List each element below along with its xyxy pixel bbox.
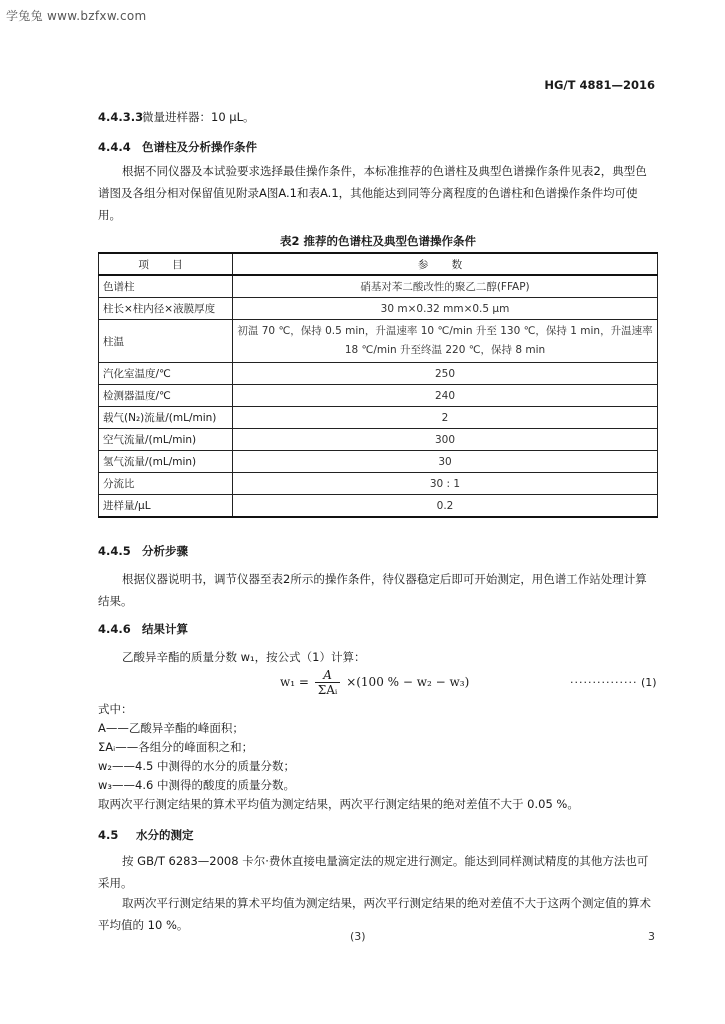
- row-value: 初温 70 ℃，保持 0.5 min，升温速率 10 ℃/min 升至 130 ℃，保持 1 min，升温速率 18 ℃/min 升至终温 220 ℃，保持 8 min: [233, 320, 658, 363]
- row-item: 柱长×柱内径×液膜厚度: [99, 298, 233, 320]
- row-item: 汽化室温度/℃: [99, 363, 233, 385]
- formula-numerator: A: [315, 668, 341, 683]
- watermark: 学兔兔 www.bzfxw.com: [6, 9, 147, 23]
- header-value: 参 数: [233, 253, 658, 275]
- table-row: [99, 451, 658, 473]
- section-number: 4.4.4: [98, 140, 131, 154]
- row-item: 进样量/μL: [99, 495, 233, 518]
- formula-fraction: [315, 668, 341, 697]
- standard-code: HG/T 4881—2016: [544, 78, 655, 92]
- table-row: [99, 429, 658, 451]
- table-caption: 表2 推荐的色谱柱及典型色谱操作条件: [279, 234, 476, 248]
- section-4-5-para-1: 按 GB/T 6283—2008 卡尔·费休直接电量滴定法的规定进行测定。能达到同样测试精度的其他方法也可采用。: [98, 854, 649, 890]
- where-label: 式中：: [98, 702, 133, 716]
- formula-1: [280, 668, 469, 697]
- row-value: 30 m×0.32 mm×0.5 μm: [233, 298, 658, 320]
- table-row: [99, 298, 658, 320]
- definition-item: w₂——4.5 中测得的水分的质量分数；: [98, 759, 295, 773]
- row-item: 载气(N₂)流量/(mL/min): [99, 407, 233, 429]
- section-4-4-4-body: 根据不同仪器及本试验要求选择最佳操作条件，本标准推荐的色谱柱及典型色谱操作条件见表2，典型色谱图及各组分相对保留值见附录A图A.1和表A.1，其他能达到同等分离程度的色谱柱和色谱操作条件均可使用。: [98, 164, 647, 222]
- section-4-4-4-heading: [98, 136, 658, 158]
- formula-denominator: ΣAᵢ: [317, 683, 338, 697]
- definition-item: w₃——4.6 中测得的酸度的质量分数。: [98, 778, 295, 792]
- row-value: 2: [233, 407, 658, 429]
- row-item: 氢气流量/(mL/min): [99, 451, 233, 473]
- row-value: 250: [233, 363, 658, 385]
- row-value: 300: [233, 429, 658, 451]
- definition-item: A——乙酸异辛酯的峰面积；: [98, 721, 244, 735]
- section-4-5-heading: [98, 824, 658, 846]
- row-item: 分流比: [99, 473, 233, 495]
- table-row: [99, 275, 658, 298]
- section-title: 结果计算: [142, 622, 188, 636]
- row-value: 240: [233, 385, 658, 407]
- section-4-4-6-intro: 乙酸异辛酯的质量分数 w₁，按公式（1）计算：: [122, 650, 366, 664]
- section-4-4-6-heading: [98, 618, 658, 640]
- definitions: [98, 700, 668, 814]
- section-text: 微量进样器：10 μL。: [142, 110, 255, 124]
- precision-statement: 取两次平行测定结果的算术平均值为测定结果，两次平行测定结果的绝对差值不大于 0.05 %。: [98, 797, 579, 811]
- footer-code: (3): [350, 930, 366, 943]
- header-item: 项 目: [99, 253, 233, 275]
- formula-number-label: (1): [640, 676, 657, 689]
- section-number: 4.4.6: [98, 622, 131, 636]
- row-item: 检测器温度/℃: [99, 385, 233, 407]
- formula-leader: ···············: [570, 676, 638, 689]
- table-row: [99, 363, 658, 385]
- section-4-4-5-heading: [98, 540, 658, 562]
- table-row: [99, 320, 658, 363]
- table-row: [99, 407, 658, 429]
- table-header-row: [99, 253, 658, 275]
- table-row: [99, 385, 658, 407]
- row-item: 空气流量/(mL/min): [99, 429, 233, 451]
- formula-rhs: ×(100 % − w₂ − w₃): [346, 675, 470, 689]
- row-item: 色谱柱: [99, 275, 233, 298]
- section-title: 分析步骤: [142, 544, 188, 558]
- row-value: 0.2: [233, 495, 658, 518]
- section-number: 4.4.3.3: [98, 110, 144, 124]
- table-row: [99, 473, 658, 495]
- section-4-4-3-3: [98, 106, 658, 128]
- row-value: 硝基对苯二酸改性的聚乙二醇(FFAP): [233, 275, 658, 298]
- section-4-5-para-2: 取两次平行测定结果的算术平均值为测定结果，两次平行测定结果的绝对差值不大于这两个测定值的算术平均值的 10 %。: [98, 896, 651, 932]
- parameters-table: [98, 252, 658, 518]
- section-title: 水分的测定: [136, 828, 194, 842]
- section-title: 色谱柱及分析操作条件: [142, 140, 257, 154]
- section-4-4-5-body: 根据仪器说明书，调节仪器至表2所示的操作条件，待仪器稳定后即可开始测定，用色谱工作站处理计算结果。: [98, 572, 647, 608]
- formula-number: [570, 676, 657, 689]
- section-number: 4.5: [98, 828, 119, 842]
- section-number: 4.4.5: [98, 544, 131, 558]
- row-value: 30: [233, 451, 658, 473]
- table-row: [99, 495, 658, 518]
- definition-item: ΣAᵢ——各组分的峰面积之和；: [98, 740, 254, 754]
- page-number: 3: [648, 930, 655, 943]
- formula-lhs: w₁ =: [280, 675, 309, 689]
- row-value: 30 : 1: [233, 473, 658, 495]
- row-item: 柱温: [99, 320, 233, 363]
